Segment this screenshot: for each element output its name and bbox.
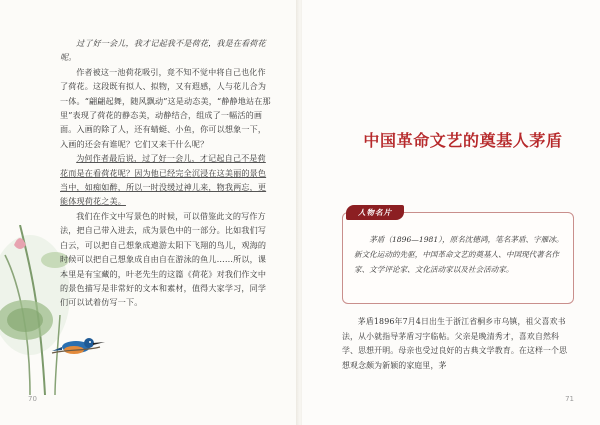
bio-tag-label: 人物名片 bbox=[346, 205, 404, 220]
opening-paragraph: 过了好一会儿，我才记起我不是荷花，我是在看荷花呢。 bbox=[60, 38, 266, 63]
left-page bbox=[0, 0, 298, 425]
bio-text: 茅盾（1896—1981），原名沈德鸿，笔名茅盾、字雁冰。新文化运动的先驱，中国革命文艺的奠基人、中国现代著名作家、文学评论家、文化活动家以及社会活动家。 bbox=[354, 235, 564, 275]
page-number-left: 70 bbox=[28, 395, 37, 403]
page-number-right: 71 bbox=[565, 395, 574, 403]
question-paragraph: 为何作者最后说，过了好一会儿，才记起自己不是荷花而是在看荷花呢？因为他已经完全沉浸在这美丽的景色当中，如痴如醉，所以一时没缓过神儿来，物我两忘，更能体现荷花之美。 bbox=[60, 153, 267, 207]
right-page bbox=[302, 0, 600, 425]
biography-paragraph: 茅盾1896年7月4日出生于浙江省桐乡市乌镇，祖父喜欢书法，从小就指导茅盾习字临帖。父亲是晚清秀才，喜欢自然科学、思想开明。母亲也受过良好的古典文学教育。在这样一个思想观念颇为新颖的家庭里，茅 bbox=[342, 317, 568, 370]
writing-advice-paragraph: 我们在作文中写景色的时候，可以借鉴此文的写作方法，把自己带入进去，成为景色中的一部分。比如我们写白云，可以把自己想象成遨游太阳下飞翔的鸟儿，观海的时候可以把自己想象成自由自在游泳的鱼儿……所以，课本里是有宝藏的，叶老先生的这篇《荷花》对我们作文中的景色描写是非常好的文本和素材，值得大家学习，同学们可以试着仿写一下。 bbox=[60, 210, 267, 308]
right-text-block bbox=[342, 315, 574, 373]
left-text-block bbox=[60, 36, 272, 310]
chapter-title: 中国革命文艺的奠基人茅盾 bbox=[363, 131, 563, 150]
analysis-paragraph: 作者被这一池荷花吸引，竟不知不觉中将自己也化作了荷花。这段既有拟人、拟物，又有遐感，人与花儿合为一体。“翩翩起舞，随风飘动”这是动态美，“静静地站在那里”表现了荷花的静态美，动静结合，组成了一幅活的画面。入画的除了人，还有蜻蜓、小鱼，你可以想象一下，入画的还会有谁呢？它们又来干什么呢？ bbox=[60, 66, 271, 149]
